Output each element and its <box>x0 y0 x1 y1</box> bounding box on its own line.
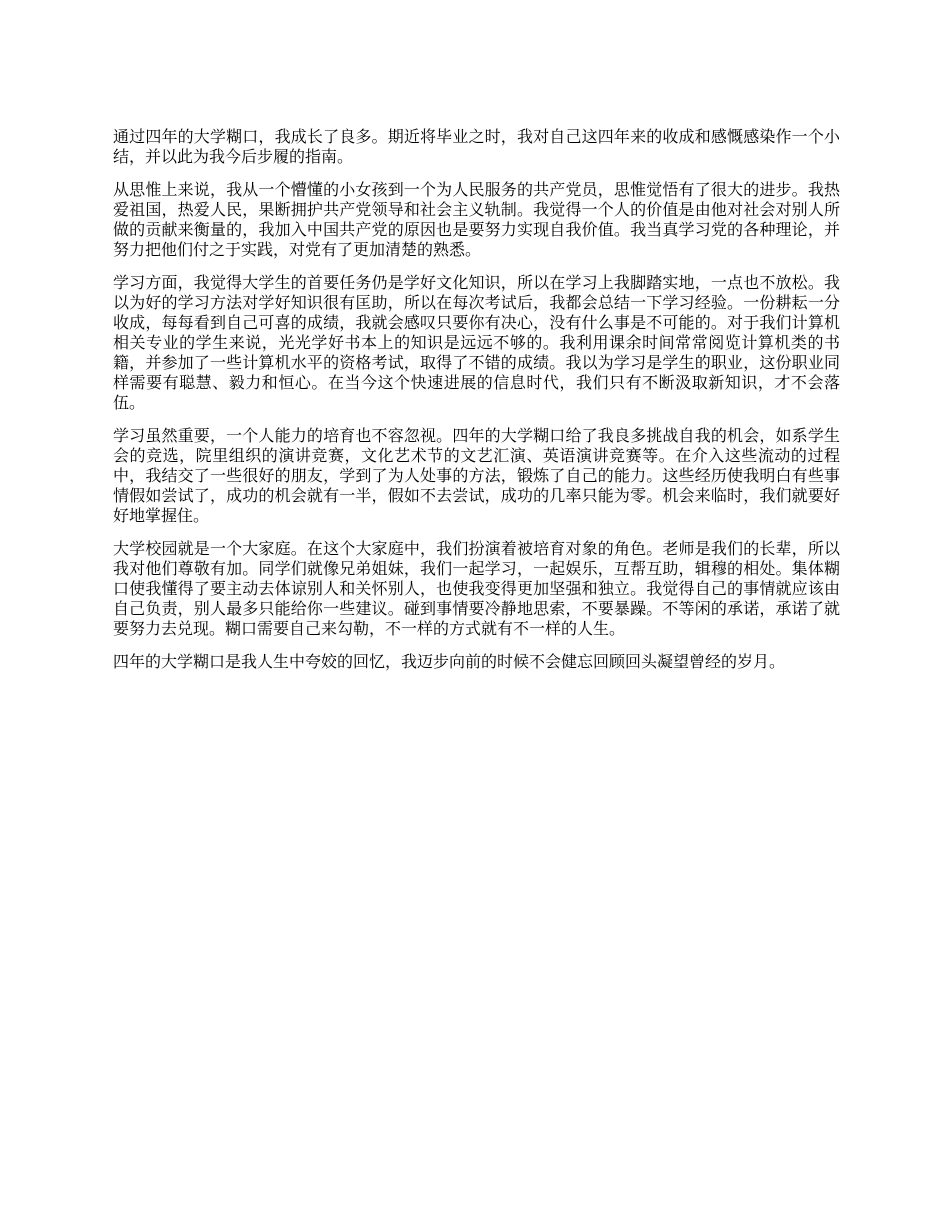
paragraph-ideology: 从思惟上来说，我从一个懵懂的小女孩到一个为人民服务的共产党员，思惟觉悟有了很大的进步。我热爱祖国，热爱人民，果断拥护共产党领导和社会主义轨制。我觉得一个人的价值是由他对社会对别人所做的贡献来衡量的，我加入中国共产党的原因也是要努力实现自我价值。我当真学习党的各种理论，并努力把他们付之于实践，对党有了更加清楚的熟悉。 <box>113 180 840 259</box>
paragraph-campus-life: 大学校园就是一个大家庭。在这个大家庭中，我们扮演着被培育对象的角色。老师是我们的长辈，所以我对他们尊敬有加。同学们就像兄弟姐妹，我们一起学习，一起娱乐，互帮互助，辑穆的相处。集体糊口使我懂得了要主动去体谅别人和关怀别人，也使我变得更加坚强和独立。我觉得自己的事情就应该由自己负责，别人最多只能给你一些建议。碰到事情要冷静地思索，不要暴躁。不等闲的承诺，承诺了就要努力去兑现。糊口需要自己来勾勒，不一样的方式就有不一样的人生。 <box>113 539 840 638</box>
paragraph-ability: 学习虽然重要，一个人能力的培育也不容忽视。四年的大学糊口给了我良多挑战自我的机会，如系学生会的竞选，院里组织的演讲竞赛，文化艺术节的文艺汇演、英语演讲竞赛等。在介入这些流动的过程中，我结交了一些很好的朋友，学到了为人处事的方法，锻炼了自己的能力。这些经历使我明白有些事情假如尝试了，成功的机会就有一半，假如不去尝试，成功的几率只能为零。机会来临时，我们就要好好地掌握住。 <box>113 426 840 525</box>
paragraph-intro: 通过四年的大学糊口，我成长了良多。期近将毕业之时，我对自己这四年来的收成和感慨感染作一个小结，并以此为我今后步履的指南。 <box>113 127 840 166</box>
paragraph-study: 学习方面，我觉得大学生的首要任务仍是学好文化知识，所以在学习上我脚踏实地，一点也不放松。我以为好的学习方法对学好知识很有匡助，所以在每次考试后，我都会总结一下学习经验。一份耕耘一分收成，每每看到自己可喜的成绩，我就会感叹只要你有决心，没有什么事是不可能的。对于我们计算机相关专业的学生来说，光光学好书本上的知识是远远不够的。我利用课余时间常常阅览计算机类的书籍，并参加了一些计算机水平的资格考试，取得了不错的成绩。我以为学习是学生的职业，这份职业同样需要有聪慧、毅力和恒心。在当今这个快速进展的信息时代，我们只有不断汲取新知识，才不会落伍。 <box>113 273 840 412</box>
paragraph-conclusion: 四年的大学糊口是我人生中夸姣的回忆，我迈步向前的时候不会健忘回顾回头凝望曾经的岁月。 <box>113 652 786 671</box>
document-body <box>113 127 840 685</box>
